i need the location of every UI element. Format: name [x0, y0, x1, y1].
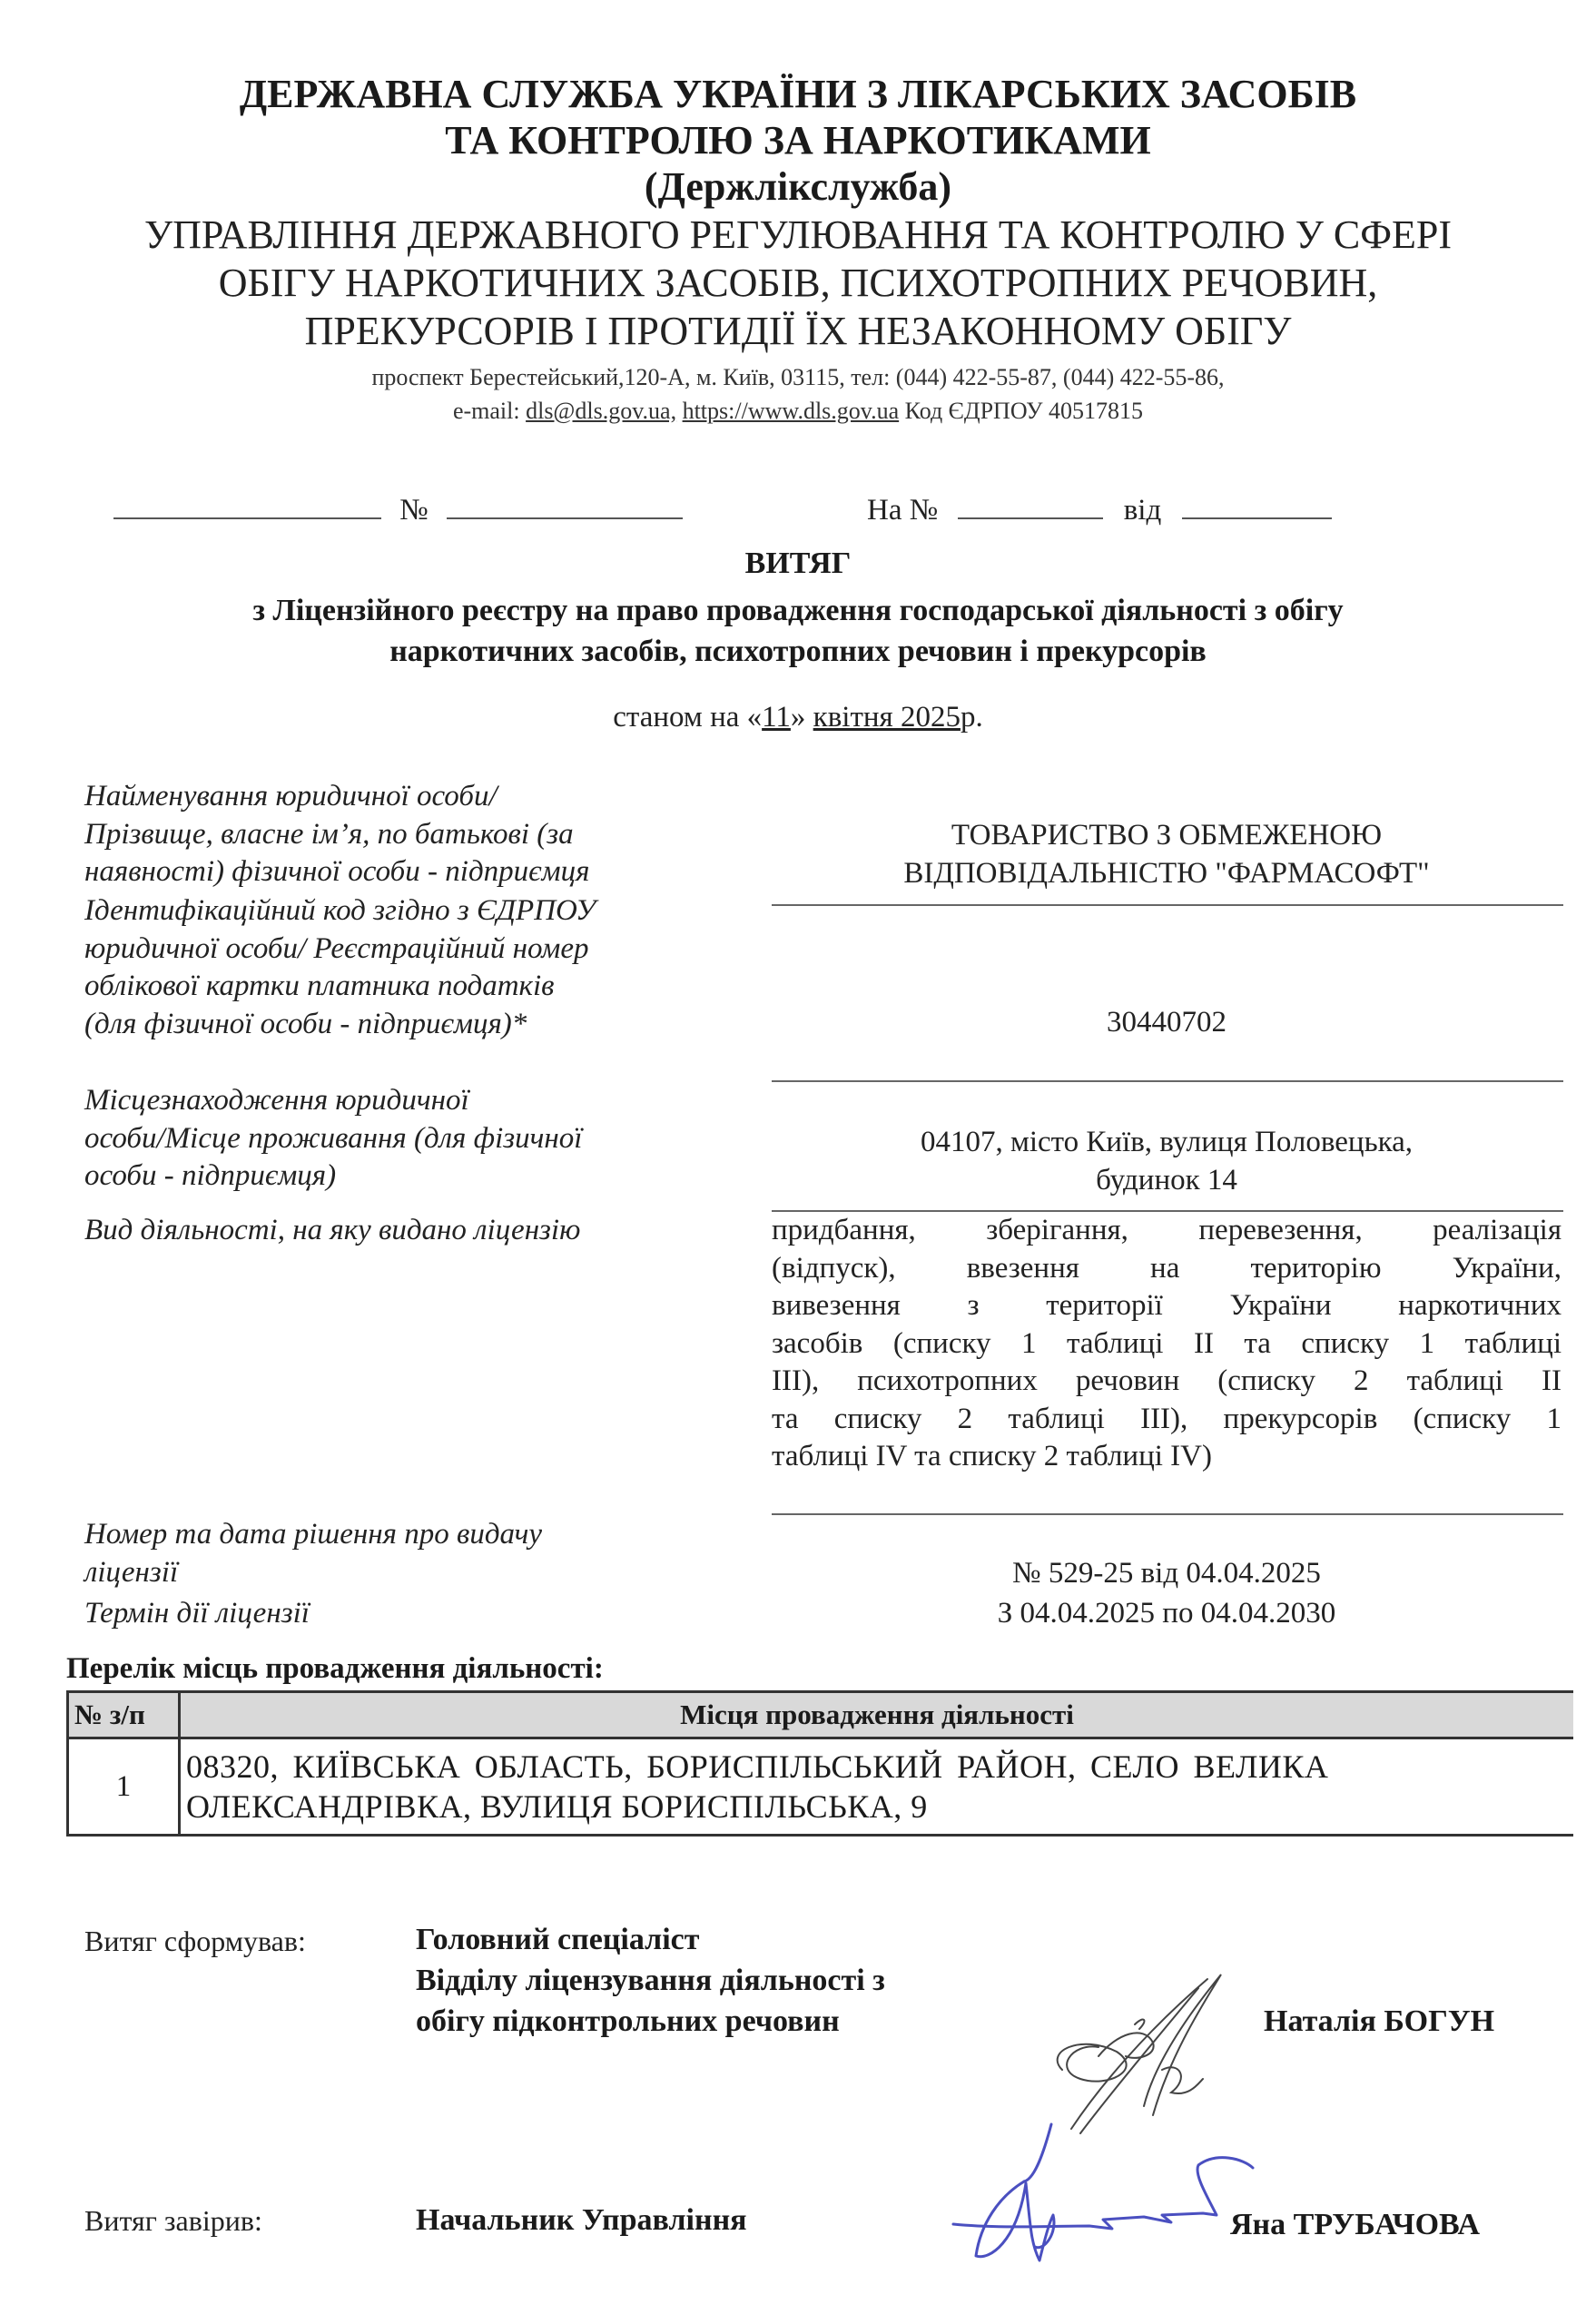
label-line: Місцезнаходження юридичної: [84, 1084, 469, 1117]
document-title: ВИТЯГ: [744, 547, 852, 580]
label-line: наявності) фізичної особи - підприємця: [84, 855, 590, 888]
entity-name-underline: [772, 904, 1563, 906]
value-line: засобів (списку 1 таблиці II та списку 1 таблиці: [772, 1326, 1562, 1360]
label-line: облікової картки платника податків: [84, 970, 555, 1002]
position-line: Головний спеціаліст: [416, 1923, 700, 1956]
certified-by-name: Яна ТРУБАЧОВА: [1230, 2208, 1481, 2241]
label-line: Найменування юридичної особи/: [84, 780, 498, 812]
entity-name-label: [84, 778, 756, 891]
reply-number-blank: [958, 490, 1103, 519]
as-of-mid: »: [790, 701, 813, 734]
id-code-label: [84, 892, 756, 1043]
places-section-title: Перелік місць провадження діяльності:: [66, 1652, 604, 1685]
label-line: Прізвище, власне ім’я, по батькові (за: [84, 817, 574, 851]
agency-name-line1: ДЕРЖАВНА СЛУЖБА УКРАЇНИ З ЛІКАРСЬКИХ ЗАСОБІВ: [239, 72, 1357, 116]
from-label: від: [1123, 494, 1162, 527]
agency-short-name: (Держлікслужба): [644, 164, 952, 209]
as-of-month-year: квітня 2025: [813, 701, 961, 734]
department-line3: ПРЕКУРСОРІВ І ПРОТИДІЇ ЇХ НЕЗАКОННОМУ ОБІГУ: [304, 309, 1292, 353]
email-label: e-mail:: [452, 398, 520, 424]
activity-underline: [772, 1513, 1563, 1515]
table-header-row: [68, 1692, 1574, 1738]
label-line: особи - підприємця): [84, 1159, 337, 1192]
column-header-number: № з/п: [68, 1692, 180, 1738]
number-sign: №: [399, 494, 429, 527]
outgoing-number-blank: [447, 490, 683, 519]
department-line1: УПРАВЛІННЯ ДЕРЖАВНОГО РЕГУЛЮВАННЯ ТА КОНТРОЛЮ У СФЕРІ: [144, 212, 1452, 257]
certified-by-label: Витяг завірив:: [84, 2204, 262, 2237]
agency-contacts: [0, 394, 1596, 428]
prepared-by-position: [416, 1919, 885, 2042]
entity-name-value: [772, 817, 1562, 892]
address-line2: ОЛЕКСАНДРІВКА, ВУЛИЦЯ БОРИСПІЛЬСЬКА, 9: [186, 1788, 928, 1825]
decision-label: [84, 1516, 756, 1591]
value-line: вивезення з території України наркотичних: [772, 1289, 1562, 1322]
as-of-prefix: станом на «: [613, 701, 763, 734]
prepared-by-label: Витяг сформував:: [84, 1925, 306, 1957]
as-of-date: [0, 699, 1596, 735]
address-line1: 08320, КИЇВСЬКА ОБЛАСТЬ, БОРИСПІЛЬСЬКИЙ РАЙОН, СЕЛО ВЕЛИКА: [186, 1748, 1329, 1785]
decision-value: № 529-25 від 04.04.2025: [1012, 1557, 1321, 1590]
document-subtitle-line1: з Ліцензійного реєстру на право провадження господарської діяльності з обігу: [252, 594, 1344, 627]
reply-date-blank: [1182, 490, 1332, 519]
label-line: Номер та дата рішення про видачу: [84, 1518, 542, 1551]
activity-label: Вид діяльності, на яку видано ліцензію: [84, 1214, 581, 1246]
location-value: [772, 1124, 1562, 1199]
value-line: придбання, зберігання, перевезення, реалізація: [772, 1214, 1562, 1246]
reply-to-label: На №: [867, 494, 939, 527]
value-line: ВІДПОВІДАЛЬНІСТЮ "ФАРМАСОФТ": [903, 856, 1430, 890]
value-line: 04107, місто Київ, вулиця Половецька,: [920, 1126, 1414, 1158]
places-table: [66, 1690, 1573, 1837]
agency-name-line2: ТА КОНТРОЛЮ ЗА НАРКОТИКАМИ: [445, 118, 1151, 162]
position-line: обігу підконтрольних речовин: [416, 2004, 840, 2038]
email-link[interactable]: dls@dls.gov.ua,: [526, 398, 677, 424]
term-value: З 04.04.2025 по 04.04.2030: [997, 1597, 1336, 1630]
document-subtitle-line2: наркотичних засобів, психотропних речовин і прекурсорів: [389, 635, 1207, 668]
term-label: Термін дії ліцензії: [84, 1597, 310, 1630]
value-line: таблиці IV та списку 2 таблиці IV): [772, 1440, 1212, 1472]
as-of-suffix: р.: [960, 701, 983, 734]
signature-trubachova-icon: [944, 2124, 1244, 2288]
label-line: (для фізичної особи - підприємця)*: [84, 1007, 527, 1040]
reply-reference-line: [867, 490, 1332, 528]
outgoing-number-line: [113, 490, 683, 528]
value-line: ТОВАРИСТВО З ОБМЕЖЕНОЮ: [951, 819, 1383, 852]
department-line2: ОБІГУ НАРКОТИЧНИХ ЗАСОБІВ, ПСИХОТРОПНИХ РЕЧОВИН,: [218, 261, 1378, 305]
label-line: особи/Місце проживання (для фізичної: [84, 1121, 583, 1155]
value-line: III), психотропних речовин (списку 2 таблиці II: [772, 1364, 1562, 1397]
certified-by-position: Начальник Управління: [416, 2203, 747, 2237]
outgoing-date-blank: [113, 490, 381, 519]
column-header-place: Місця провадження діяльності: [180, 1692, 1574, 1738]
value-line: будинок 14: [1096, 1163, 1237, 1196]
place-address: [180, 1738, 1574, 1836]
id-code-underline: [772, 1080, 1563, 1082]
as-of-day: 11: [762, 701, 791, 734]
row-number: 1: [68, 1738, 180, 1836]
prepared-by-name: Наталія БОГУН: [1264, 2004, 1495, 2038]
activity-value: [772, 1212, 1562, 1476]
edrpou-code: Код ЄДРПОУ 40517815: [904, 398, 1144, 424]
website-link[interactable]: https://www.dls.gov.ua: [682, 398, 900, 424]
table-row: [68, 1738, 1574, 1836]
label-line: ліцензії: [84, 1555, 179, 1589]
label-line: юридичної особи/ Реєстраційний номер: [84, 931, 589, 965]
position-line: Відділу ліцензування діяльності з: [416, 1964, 885, 1997]
id-code-value: 30440702: [1107, 1006, 1227, 1039]
value-line: (відпуск), ввезення на територію України,: [772, 1251, 1562, 1285]
agency-address: проспект Берестейський,120-А, м. Київ, 03115, тел: (044) 422-55-87, (044) 422-55-86,: [371, 364, 1225, 390]
location-label: [84, 1082, 756, 1196]
value-line: та списку 2 таблиці III), прекурсорів (списку 1: [772, 1402, 1562, 1435]
label-line: Ідентифікаційний код згідно з ЄДРПОУ: [84, 894, 596, 927]
